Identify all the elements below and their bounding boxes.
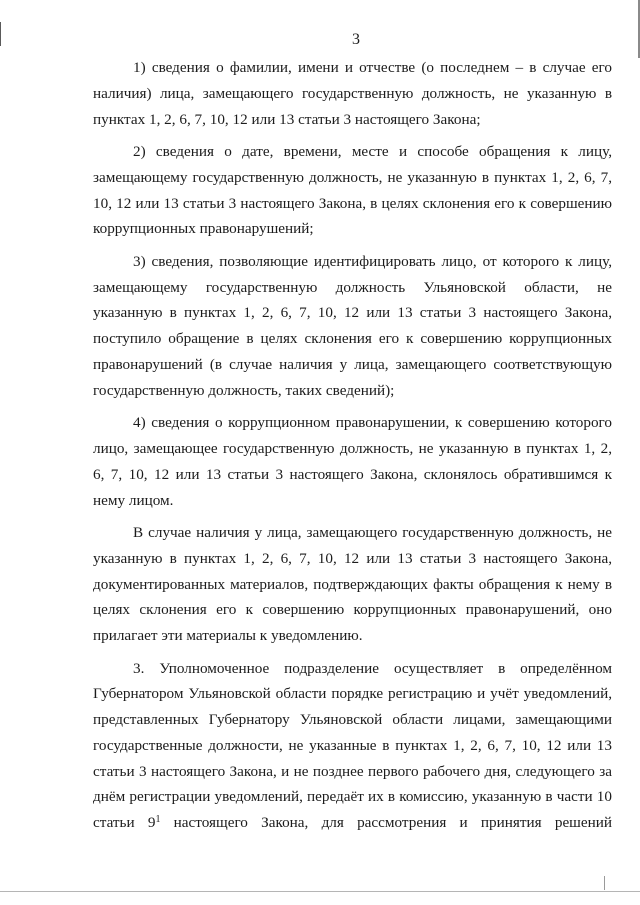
scan-edge-mark [604,876,605,890]
paragraph-section-3 [93,656,612,837]
paragraph-section-3-text: 3. Уполномоченное подразделение осуществляет в определённом Губернатором Ульяновской области порядке регистрацию и учёт уведомлений, представленных Губернатору Ульяновской области лицами, замещающими государственные должности, не указанные в пунктах 1, 2, 6, 7, 10, 12 или 13 статьи 3 настоящего Закона, и не позднее первого рабочего дня, следующего за днём регистрации уведомлений, передаёт их в комиссию, указанную в части 10 статьи 9 [93,659,612,832]
paragraph-section-3-tail: настоящего Закона, для рассмотрения и принятия решений [160,814,613,832]
scan-edge-line [0,891,640,892]
paragraph-item-1: 1) сведения о фамилии, имени и отчестве (о последнем – в случае его наличия) лица, замещающего государственную должность, не указанную в пунктах 1, 2, 6, 7, 10, 12 или 13 статьи 3 настоящего Закона; [93,59,612,128]
paragraph-item-4: 4) сведения о коррупционном правонарушении, к совершению которого лицо, замещающее государственную должность, не указанную в пунктах 1, 2, 6, 7, 10, 12 или 13 статьи 3 настоящего Закона, склонялось обратившимся к нему лицом. [93,414,612,509]
paragraph-item-2: 2) сведения о дате, времени, месте и способе обращения к лицу, замещающему государственную должность, не указанную в пунктах 1, 2, 6, 7, 10, 12 или 13 статьи 3 настоящего Закона, в целях склонения его к совершению коррупционных правонарушений; [93,142,612,238]
document-body [93,55,612,836]
superscript-mark: 1 [155,814,161,826]
paragraph-attachments: В случае наличия у лица, замещающего государственную должность, не указанную в пунктах 1, 2, 6, 7, 10, 12 или 13 статьи 3 настоящего Закона, документированных материалов, подтверждающих факты обращения к нему в целях склонения его к совершению коррупционных правонарушений, оно прилагает эти материалы к уведомлению. [93,523,612,645]
page-number: 3 [352,31,360,48]
paragraph-item-3: 3) сведения, позволяющие идентифицировать лицо, от которого к лицу, замещающему государственную должность Ульяновской области, не указанную в пунктах 1, 2, 6, 7, 10, 12 или 13 статьи 3 настоящего Закона, поступило обращение в целях склонения его к совершению коррупционных правонарушений (в случае наличия у лица, замещающего соответствующую государственную должность, таких сведений); [93,252,612,399]
